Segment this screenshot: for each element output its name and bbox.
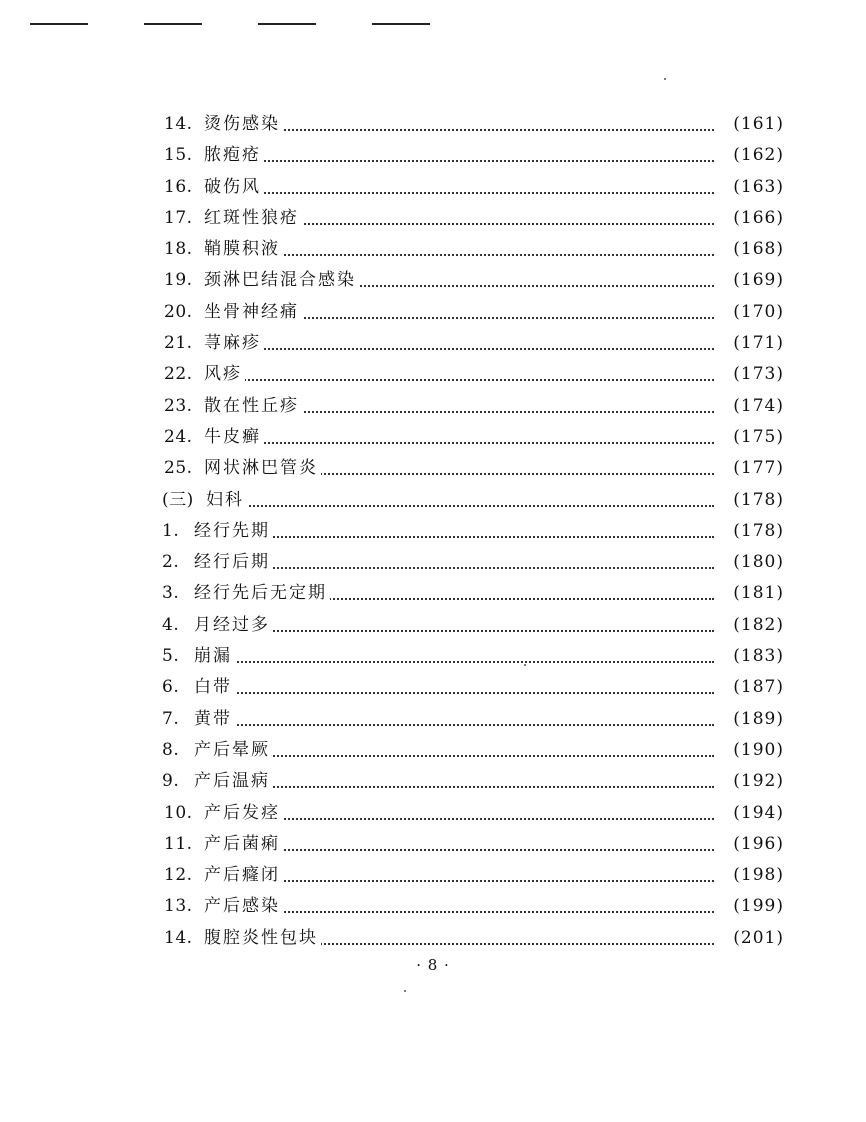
- toc-entry[interactable]: [158, 735, 784, 766]
- top-rule-4: [372, 23, 430, 25]
- entry-page: (162): [733, 145, 784, 166]
- entry-title: 黄带: [194, 704, 235, 735]
- toc-entry[interactable]: [158, 766, 784, 797]
- entry-title: 颈淋巴结混合感染: [204, 265, 359, 296]
- entry-number: 20.: [164, 301, 193, 322]
- entry-title: 经行先后无定期: [194, 578, 330, 609]
- entry-title: 产后晕厥: [194, 735, 273, 766]
- entry-number: 24.: [164, 426, 193, 447]
- entry-title: 破伤风: [204, 172, 264, 203]
- entry-number: 19.: [164, 270, 193, 291]
- entry-number: 17.: [164, 207, 193, 228]
- toc-entry[interactable]: [158, 109, 784, 140]
- entry-title: 腹腔炎性包块: [204, 923, 321, 954]
- toc-entry[interactable]: [158, 891, 784, 922]
- entry-page: (161): [733, 114, 784, 134]
- entry-page: (169): [733, 270, 784, 291]
- toc-entry[interactable]: [158, 172, 784, 203]
- entry-number: 18.: [164, 239, 193, 260]
- entry-number: 9.: [162, 771, 180, 792]
- toc-entry[interactable]: [158, 641, 784, 672]
- entry-number: 6.: [162, 677, 180, 698]
- entry-title: 白带: [194, 672, 235, 703]
- dot-leader: [204, 192, 714, 194]
- entry-title: 荨麻疹: [204, 328, 264, 359]
- entry-title: 月经过多: [194, 610, 273, 641]
- entry-title: 红斑性狼疮: [204, 203, 302, 234]
- toc-entry[interactable]: [158, 672, 784, 703]
- entry-title: 妇科: [206, 485, 247, 516]
- entry-title: 产后感染: [204, 891, 283, 922]
- entry-number: 16.: [164, 176, 193, 197]
- entry-page: (174): [733, 395, 784, 416]
- dot-leader: [206, 505, 714, 507]
- entry-page: (178): [733, 520, 784, 541]
- toc-entry[interactable]: [158, 140, 784, 171]
- entry-title: 经行先期: [194, 516, 273, 547]
- toc-entry[interactable]: [158, 453, 784, 484]
- entry-title: 产后温病: [194, 766, 273, 797]
- entry-number: 8.: [162, 739, 180, 760]
- entry-page: (196): [733, 833, 784, 854]
- toc-entry[interactable]: [158, 328, 784, 359]
- entry-title: 经行后期: [194, 547, 273, 578]
- dot-leader: [204, 379, 714, 381]
- entry-number: 11.: [164, 833, 193, 854]
- entry-page: (187): [733, 677, 784, 698]
- entry-title: 产后菌痢: [204, 829, 283, 860]
- entry-number: 12.: [164, 865, 193, 886]
- toc-entry[interactable]: [158, 547, 784, 578]
- toc-entry[interactable]: [158, 516, 784, 547]
- entry-number: 4.: [162, 614, 180, 635]
- toc-entry[interactable]: [158, 829, 784, 860]
- entry-title: 崩漏: [194, 641, 235, 672]
- toc-entry[interactable]: [158, 422, 784, 453]
- entry-title: 网状淋巴管炎: [204, 453, 321, 484]
- entry-page: (177): [733, 458, 784, 479]
- entry-number: 13.: [164, 896, 193, 917]
- entry-title: 产后发痉: [204, 798, 283, 829]
- toc-entry[interactable]: [158, 578, 784, 609]
- dot-leader: [204, 442, 714, 444]
- entry-number: 14.: [164, 927, 193, 948]
- entry-number: 21.: [164, 333, 193, 354]
- entry-title: 产后癃闭: [204, 860, 283, 891]
- entry-title: 脓疱疮: [204, 140, 264, 171]
- entry-number: 23.: [164, 395, 193, 416]
- page-number: · 8 ·: [416, 956, 450, 974]
- entry-title: 烫伤感染: [204, 109, 283, 140]
- entry-page: (170): [733, 301, 784, 322]
- toc-entry[interactable]: [158, 798, 784, 829]
- toc-entry[interactable]: [158, 860, 784, 891]
- entry-page: (175): [733, 426, 784, 447]
- entry-number: 1.: [162, 520, 180, 541]
- entry-number: 7.: [162, 708, 180, 729]
- dot-leader: [194, 692, 714, 694]
- entry-page: (171): [733, 333, 784, 354]
- toc-entry[interactable]: [158, 203, 784, 234]
- toc-entry[interactable]: [158, 704, 784, 735]
- entry-page: (194): [733, 802, 784, 823]
- entry-number: (三): [162, 489, 194, 510]
- entry-number: 3.: [162, 583, 180, 604]
- entry-number: 14.: [164, 114, 193, 134]
- entry-page: (168): [733, 239, 784, 260]
- toc-entry[interactable]: [158, 610, 784, 641]
- entry-title: 鞘膜积液: [204, 234, 283, 265]
- entry-page: (182): [733, 614, 784, 635]
- entry-page: (198): [733, 865, 784, 886]
- toc-entry[interactable]: [158, 485, 784, 516]
- entry-page: (190): [733, 739, 784, 760]
- dot-leader: [194, 724, 714, 726]
- entry-page: (181): [733, 583, 784, 604]
- entry-title: 牛皮癣: [204, 422, 264, 453]
- entry-page: (178): [733, 489, 784, 510]
- table-of-contents: [158, 109, 784, 954]
- toc-entry[interactable]: [158, 391, 784, 422]
- entry-page: (173): [733, 364, 784, 385]
- entry-page: (201): [733, 927, 784, 948]
- entry-page: (183): [733, 646, 784, 667]
- dot-leader: [204, 160, 714, 162]
- entry-number: 2.: [162, 552, 180, 573]
- entry-number: 5.: [162, 646, 180, 667]
- toc-entry[interactable]: [158, 297, 784, 328]
- toc-entry[interactable]: [158, 923, 784, 954]
- toc-entry[interactable]: [158, 234, 784, 265]
- entry-title: 风疹: [204, 359, 245, 390]
- top-rule-2: [144, 23, 202, 25]
- entry-page: (163): [733, 176, 784, 197]
- entry-number: 22.: [164, 364, 193, 385]
- entry-page: (180): [733, 552, 784, 573]
- top-rule-1: [30, 23, 88, 25]
- dot-leader: [194, 661, 714, 663]
- entry-title: 散在性丘疹: [204, 391, 302, 422]
- toc-entry[interactable]: [158, 265, 784, 296]
- toc-entry[interactable]: [158, 359, 784, 390]
- entry-page: (192): [733, 771, 784, 792]
- entry-page: (166): [733, 207, 784, 228]
- scan-speck: [404, 990, 406, 992]
- entry-number: 15.: [164, 145, 193, 166]
- entry-number: 10.: [164, 802, 193, 823]
- entry-title: 坐骨神经痛: [204, 297, 302, 328]
- entry-number: 25.: [164, 458, 193, 479]
- top-rule-3: [258, 23, 316, 25]
- entry-page: (199): [733, 896, 784, 917]
- entry-page: (189): [733, 708, 784, 729]
- dot-leader: [204, 348, 714, 350]
- scan-speck: [664, 78, 666, 80]
